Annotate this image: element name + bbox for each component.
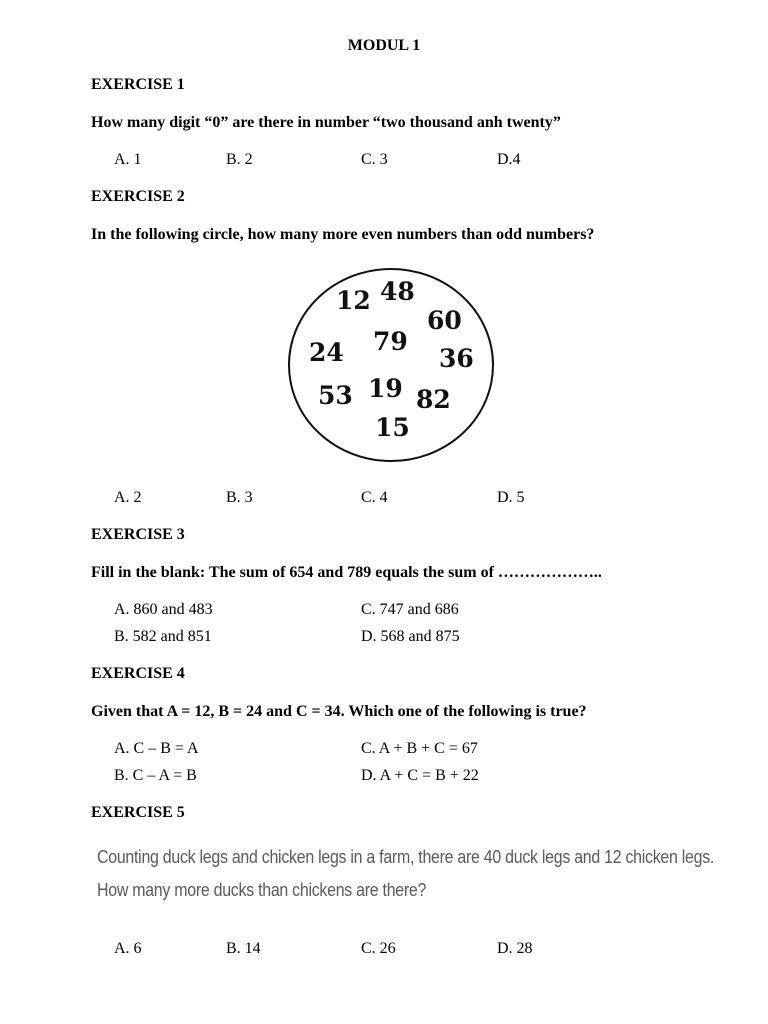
exercise-5-option-d: D. 28 — [497, 940, 533, 957]
exercise-4-option-b: B. C – A = B — [114, 767, 197, 784]
exercise-1-option-a: A. 1 — [114, 151, 142, 168]
exercise-1-heading: EXERCISE 1 — [91, 76, 185, 93]
exercise-1-question: How many digit “0” are there in number “two thousand anh twenty” — [91, 114, 561, 131]
exercise-5-option-b: B. 14 — [226, 940, 261, 957]
exercise-4-option-a: A. C – B = A — [114, 740, 199, 757]
exercise-2-heading: EXERCISE 2 — [91, 188, 185, 205]
exercise-1-option-d: D.4 — [497, 151, 521, 168]
exercise-4-option-c: C. A + B + C = 67 — [361, 740, 478, 757]
exercise-5-option-c: C. 26 — [361, 940, 396, 957]
exercise-3-option-b: B. 582 and 851 — [114, 628, 212, 645]
exercise-2-option-c: C. 4 — [361, 489, 388, 506]
exercise-3-option-a: A. 860 and 483 — [114, 601, 213, 618]
circle-number: 19 — [368, 374, 403, 403]
exercise-3-option-c: C. 747 and 686 — [361, 601, 459, 618]
exercise-4-question: Given that A = 12, B = 24 and C = 34. Which one of the following is true? — [91, 703, 587, 720]
exercise-2-option-d: D. 5 — [497, 489, 525, 506]
exercise-3-heading: EXERCISE 3 — [91, 526, 185, 543]
exercise-5-question-line-2: How many more ducks than chickens are there? — [97, 879, 427, 900]
exercise-3-question: Fill in the blank: The sum of 654 and 789 equals the sum of ……………….. — [91, 564, 602, 581]
number-circle-figure — [284, 264, 498, 466]
circle-number: 53 — [318, 381, 353, 410]
exercise-5-heading: EXERCISE 5 — [91, 804, 185, 821]
exercise-4-option-d: D. A + C = B + 22 — [361, 767, 479, 784]
circle-number: 15 — [375, 413, 410, 442]
exercise-5-option-a: A. 6 — [114, 940, 142, 957]
exercise-1-option-b: B. 2 — [226, 151, 253, 168]
circle-number: 36 — [439, 344, 474, 373]
circle-number: 82 — [416, 385, 451, 414]
exercise-4-heading: EXERCISE 4 — [91, 665, 185, 682]
exercise-5-question-line-1: Counting duck legs and chicken legs in a farm, there are 40 duck legs and 12 chicken legs. — [97, 846, 715, 867]
circle-number: 48 — [380, 277, 415, 306]
exercise-3-option-d: D. 568 and 875 — [361, 628, 460, 645]
circle-number: 12 — [336, 286, 371, 315]
exercise-1-option-c: C. 3 — [361, 151, 388, 168]
circle-number: 60 — [427, 306, 462, 335]
exercise-2-option-b: B. 3 — [226, 489, 253, 506]
document-title: MODUL 1 — [347, 37, 421, 54]
exercise-2-option-a: A. 2 — [114, 489, 142, 506]
exercise-2-question: In the following circle, how many more even numbers than odd numbers? — [91, 226, 595, 243]
circle-number: 79 — [373, 327, 408, 356]
circle-number: 24 — [309, 338, 344, 367]
number-circle-svg — [284, 264, 498, 466]
